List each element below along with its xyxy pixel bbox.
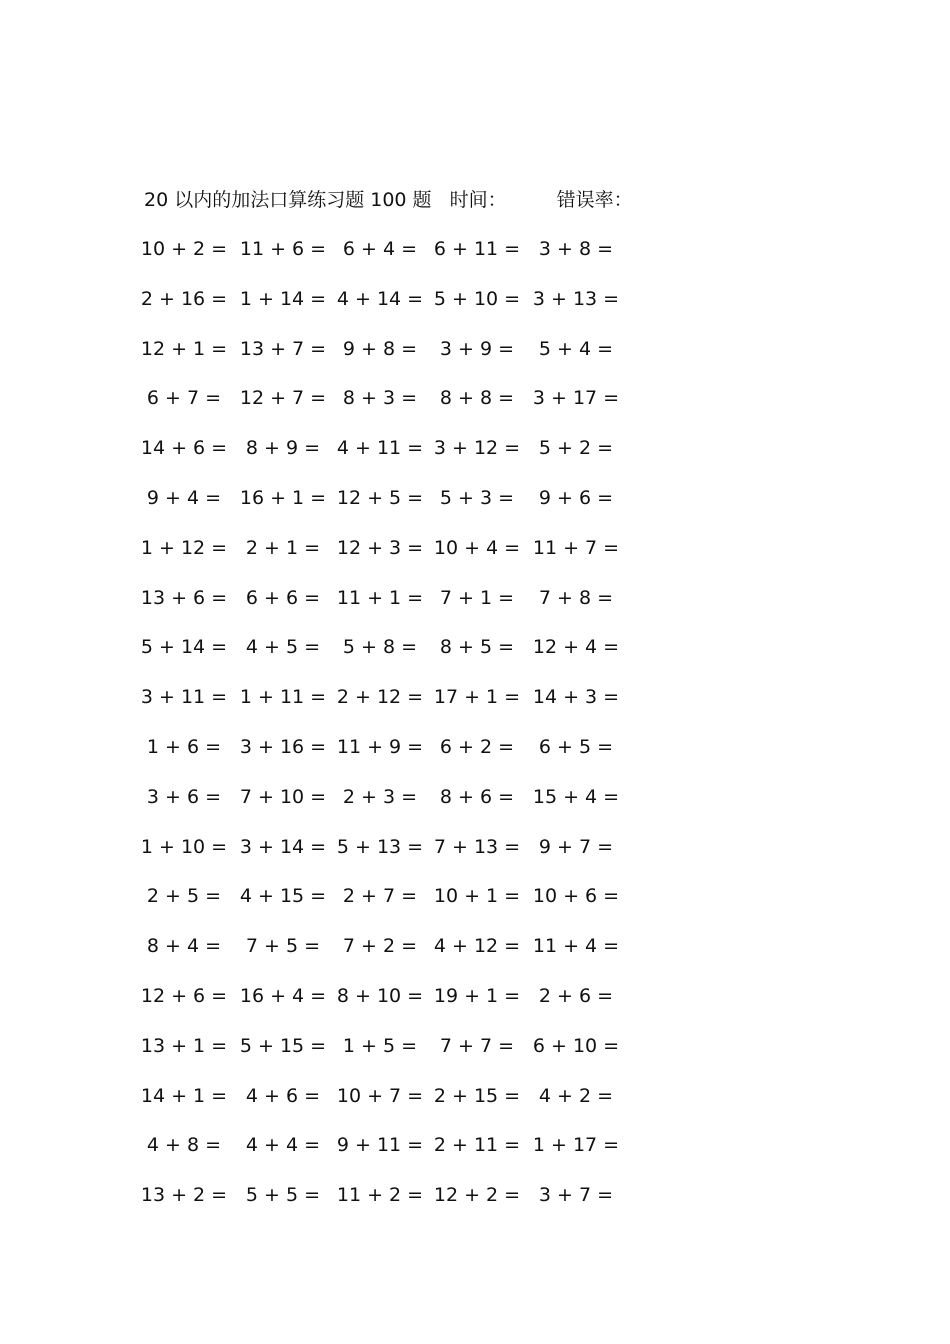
problem-item: 8 + 3 = (342, 387, 418, 410)
problem-item: 4 + 2 = (538, 1084, 614, 1107)
problem-item: 4 + 14 = (336, 287, 424, 310)
problem-item: 10 + 6 = (532, 885, 620, 908)
problem-item: 1 + 10 = (140, 835, 228, 858)
problem-item: 3 + 13 = (532, 287, 620, 310)
problem-item: 8 + 5 = (439, 636, 515, 659)
problem-item: 9 + 8 = (342, 337, 418, 360)
problem-item: 2 + 1 = (245, 536, 321, 559)
problem-item: 3 + 6 = (146, 785, 222, 808)
problem-item: 11 + 9 = (336, 736, 424, 758)
problem-item: 8 + 6 = (439, 785, 515, 808)
problem-item: 11 + 2 = (336, 1184, 424, 1207)
problem-row (0, 334, 700, 364)
problem-row (0, 483, 700, 513)
problem-item: 4 + 11 = (336, 437, 424, 460)
problem-item: 2 + 5 = (146, 885, 222, 908)
problem-item: 19 + 1 = (433, 985, 521, 1007)
problem-item: 17 + 1 = (433, 686, 521, 709)
problem-item: 14 + 3 = (532, 686, 620, 709)
problem-row (0, 433, 700, 463)
problem-item: 2 + 6 = (538, 985, 614, 1007)
problem-row (0, 383, 700, 413)
problem-row (0, 632, 700, 662)
problem-item: 12 + 7 = (239, 387, 327, 410)
problem-item: 13 + 6 = (140, 586, 228, 609)
worksheet-title: 20 以内的加法口算练习题 100 题 (144, 189, 432, 211)
problem-item: 3 + 17 = (532, 387, 620, 410)
problem-item: 12 + 3 = (336, 536, 424, 559)
problem-item: 1 + 5 = (342, 1034, 418, 1057)
problem-item: 10 + 1 = (433, 885, 521, 908)
problem-row (0, 832, 700, 862)
problem-row (0, 931, 700, 961)
problem-item: 7 + 5 = (245, 935, 321, 958)
problem-item: 6 + 10 = (532, 1034, 620, 1057)
problem-item: 8 + 8 = (439, 387, 515, 410)
problem-item: 12 + 6 = (140, 985, 228, 1007)
problem-row (0, 1081, 700, 1111)
problem-item: 4 + 8 = (146, 1134, 222, 1157)
problem-item: 5 + 15 = (239, 1034, 327, 1057)
problem-item: 12 + 5 = (336, 487, 424, 509)
problem-item: 1 + 14 = (239, 287, 327, 310)
problem-item: 14 + 6 = (140, 437, 228, 460)
problem-item: 14 + 1 = (140, 1084, 228, 1107)
problem-row (0, 881, 700, 911)
problem-item: 1 + 11 = (239, 686, 327, 709)
problem-item: 9 + 11 = (336, 1134, 424, 1157)
problem-item: 7 + 2 = (342, 935, 418, 958)
problem-item: 7 + 1 = (439, 586, 515, 609)
problem-item: 6 + 6 = (245, 586, 321, 609)
problem-item: 15 + 4 = (532, 785, 620, 808)
problem-item: 4 + 5 = (245, 636, 321, 659)
problem-item: 1 + 12 = (140, 536, 228, 559)
problem-item: 1 + 6 = (146, 736, 222, 758)
problem-item: 5 + 13 = (336, 835, 424, 858)
problem-item: 7 + 10 = (239, 785, 327, 808)
problem-item: 4 + 4 = (245, 1134, 321, 1157)
problem-item: 4 + 12 = (433, 935, 521, 958)
problem-item: 9 + 6 = (538, 487, 614, 509)
problem-item: 10 + 4 = (433, 536, 521, 559)
problem-item: 5 + 2 = (538, 437, 614, 460)
problem-item: 6 + 5 = (538, 736, 614, 758)
problem-row (0, 1130, 700, 1160)
problem-item: 2 + 15 = (433, 1084, 521, 1107)
problem-item: 11 + 4 = (532, 935, 620, 958)
error-rate-label: 错误率： (556, 189, 633, 211)
problem-item: 2 + 7 = (342, 885, 418, 908)
problem-item: 4 + 6 = (245, 1084, 321, 1107)
problem-item: 3 + 11 = (140, 686, 228, 709)
problem-item: 3 + 8 = (538, 238, 614, 260)
problem-item: 7 + 7 = (439, 1034, 515, 1057)
problem-item: 2 + 3 = (342, 785, 418, 808)
problem-item: 13 + 1 = (140, 1034, 228, 1057)
problem-item: 8 + 9 = (245, 437, 321, 460)
problem-item: 2 + 16 = (140, 287, 228, 310)
problem-item: 12 + 1 = (140, 337, 228, 360)
problem-item: 5 + 14 = (140, 636, 228, 659)
problem-item: 7 + 13 = (433, 835, 521, 858)
problem-item: 7 + 8 = (538, 586, 614, 609)
problem-item: 6 + 4 = (342, 238, 418, 260)
problem-item: 6 + 2 = (439, 736, 515, 758)
problem-item: 3 + 12 = (433, 437, 521, 460)
problem-row (0, 782, 700, 812)
problem-item: 16 + 1 = (239, 487, 327, 509)
problem-item: 1 + 17 = (532, 1134, 620, 1157)
problem-row (0, 234, 700, 264)
problem-row (0, 732, 700, 762)
problem-row (0, 1180, 700, 1210)
problem-row (0, 682, 700, 712)
problem-item: 6 + 7 = (146, 387, 222, 410)
problem-item: 8 + 4 = (146, 935, 222, 958)
problem-row (0, 284, 700, 314)
problem-row (0, 981, 700, 1011)
problem-item: 5 + 8 = (342, 636, 418, 659)
problem-item: 11 + 7 = (532, 536, 620, 559)
worksheet-header (144, 186, 633, 214)
problem-item: 4 + 15 = (239, 885, 327, 908)
problem-item: 5 + 10 = (433, 287, 521, 310)
problem-item: 11 + 1 = (336, 586, 424, 609)
problem-item: 10 + 7 = (336, 1084, 424, 1107)
problem-item: 13 + 7 = (239, 337, 327, 360)
problem-item: 12 + 4 = (532, 636, 620, 659)
time-label: 时间： (449, 189, 507, 211)
problem-item: 16 + 4 = (239, 985, 327, 1007)
problem-item: 6 + 11 = (433, 238, 521, 260)
problem-item: 10 + 2 = (140, 238, 228, 260)
problem-item: 5 + 5 = (245, 1184, 321, 1207)
problem-item: 3 + 7 = (538, 1184, 614, 1207)
problem-item: 8 + 10 = (336, 985, 424, 1007)
problem-row (0, 583, 700, 613)
problem-row (0, 1031, 700, 1061)
problem-item: 3 + 16 = (239, 736, 327, 758)
problem-item: 3 + 14 = (239, 835, 327, 858)
problem-row (0, 533, 700, 563)
problem-item: 2 + 11 = (433, 1134, 521, 1157)
problem-item: 3 + 9 = (439, 337, 515, 360)
problem-item: 13 + 2 = (140, 1184, 228, 1207)
problem-item: 9 + 4 = (146, 487, 222, 509)
problem-item: 9 + 7 = (538, 835, 614, 858)
problem-item: 12 + 2 = (433, 1184, 521, 1207)
problem-item: 2 + 12 = (336, 686, 424, 709)
problem-item: 5 + 4 = (538, 337, 614, 360)
problem-item: 11 + 6 = (239, 238, 327, 260)
problem-item: 5 + 3 = (439, 487, 515, 509)
